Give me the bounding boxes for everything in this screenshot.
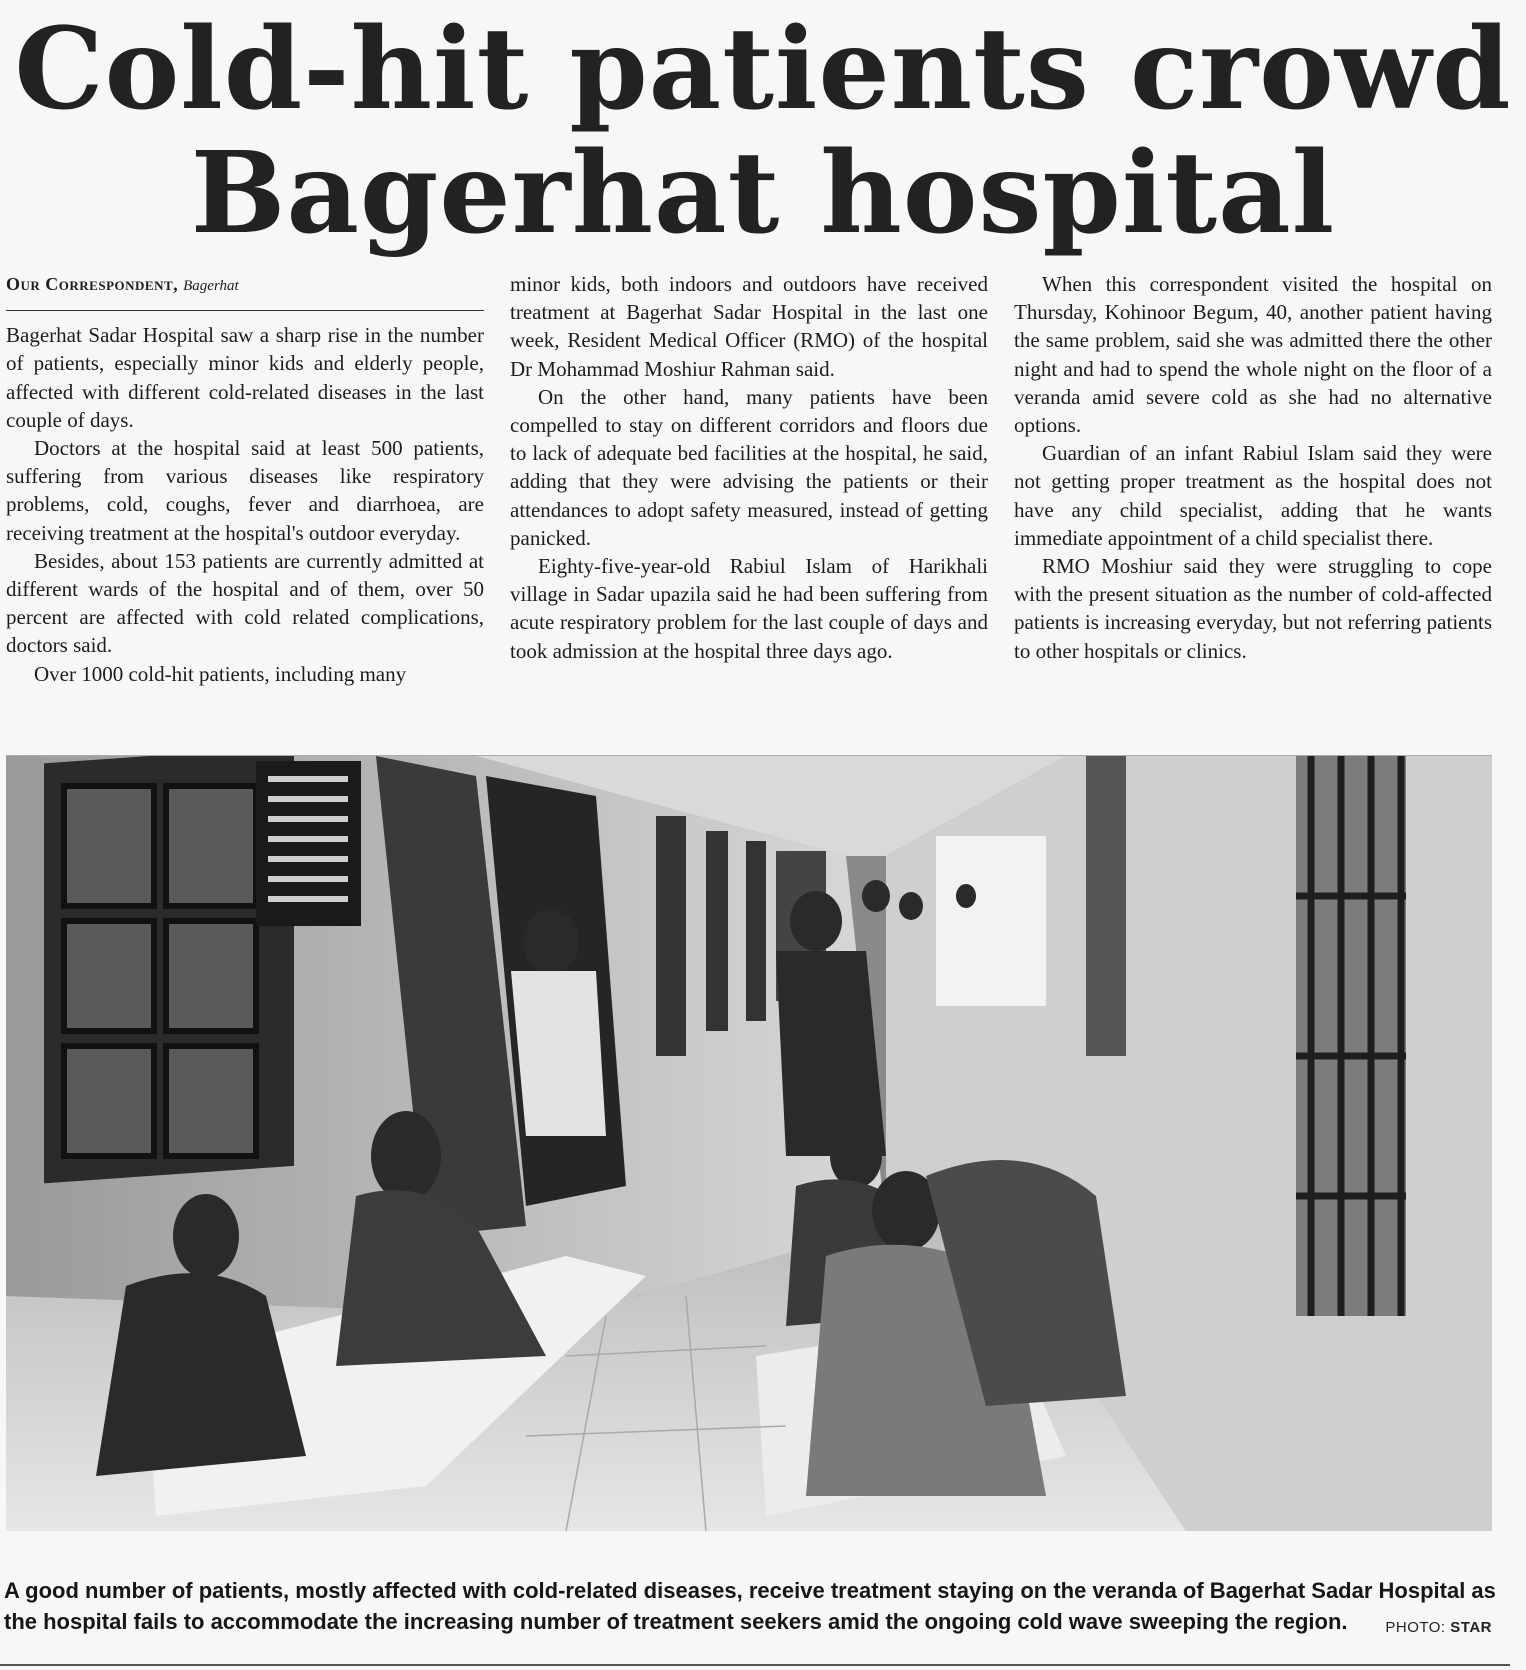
headline [0,4,1526,259]
article-column-2 [510,270,988,665]
hospital-veranda-photo [6,756,1492,1531]
article-paragraph: Eighty-five-year-old Rabiul Islam of Harikhali village in Sadar upazila said he had been suffering from acute respiratory problem for the last couple of days and took admission at the hospital three days ago. [510,554,988,663]
photo-caption: A good number of patients, mostly affected with cold-related diseases, receive treatment staying on the veranda of Bagerhat Sadar Hospital as the hospital fails to accommodate the increasing number of treatment seekers amid the ongoing cold wave sweeping the region. [4,1578,1496,1634]
article-paragraph: Guardian of an infant Rabiul Islam said they were not getting proper treatment as the hospital does not have any child specialist, adding that he wants immediate appointment of a child specialist there. [1014,441,1492,550]
byline [6,270,484,311]
article-paragraph: Besides, about 153 patients are currently admitted at different wards of the hospital and of them, over 50 percent are affected with cold related complications, doctors said. [6,548,484,658]
article-paragraph: When this correspondent visited the hospital on Thursday, Kohinoor Begum, 40, another patient having the same problem, said she was admitted there the other night and had to spend the whole night on the floor of a veranda amid severe cold as she had no alternative options. [1014,272,1492,438]
article-paragraph: RMO Moshiur said they were struggling to cope with the present situation as the number of cold-affected patients is increasing everyday, but not referring patients to other hospitals or clinics. [1014,554,1492,663]
article-paragraph: Over 1000 cold-hit patients, including many [34,661,407,686]
article-paragraph: minor kids, both indoors and outdoors have received treatment at Bagerhat Sadar Hospital in the last one week, Resident Medical Officer (RMO) of the hospital Dr Mohammad Moshiur Rahman said. [510,272,988,381]
article-column-3 [1014,270,1492,665]
photo-credit-label: PHOTO: [1385,1619,1446,1636]
bottom-rule [0,1664,1510,1666]
news-photo [6,755,1492,1531]
article-paragraph: Bagerhat Sadar Hospital saw a sharp rise in the number of patients, especially minor kids and elderly people, affected with different cold-related diseases in the last couple of days. [6,323,484,432]
byline-place: Bagerhat [183,278,239,294]
article-paragraph: On the other hand, many patients have been compelled to stay on different corridors and floors due to lack of adequate bed facilities at the hospital, he said, adding that they were advising the patients or their attendances to adopt safety measured, instead of getting panicked. [510,384,988,550]
byline-name: Our Correspondent, [6,274,179,294]
photo-credit [1385,1619,1492,1636]
headline-line-1: Cold-hit patients crowd [14,4,1512,135]
headline-line-2: Bagerhat hospital [190,128,1336,259]
photo-credit-source: STAR [1450,1619,1492,1636]
article-paragraph: Doctors at the hospital said at least 500 patients, suffering from various diseases like respiratory problems, cold, coughs, fever and diarrhoea, are receiving treatment at the hospital's outdoor everyday. [6,436,484,545]
article-column-1 [6,270,484,688]
